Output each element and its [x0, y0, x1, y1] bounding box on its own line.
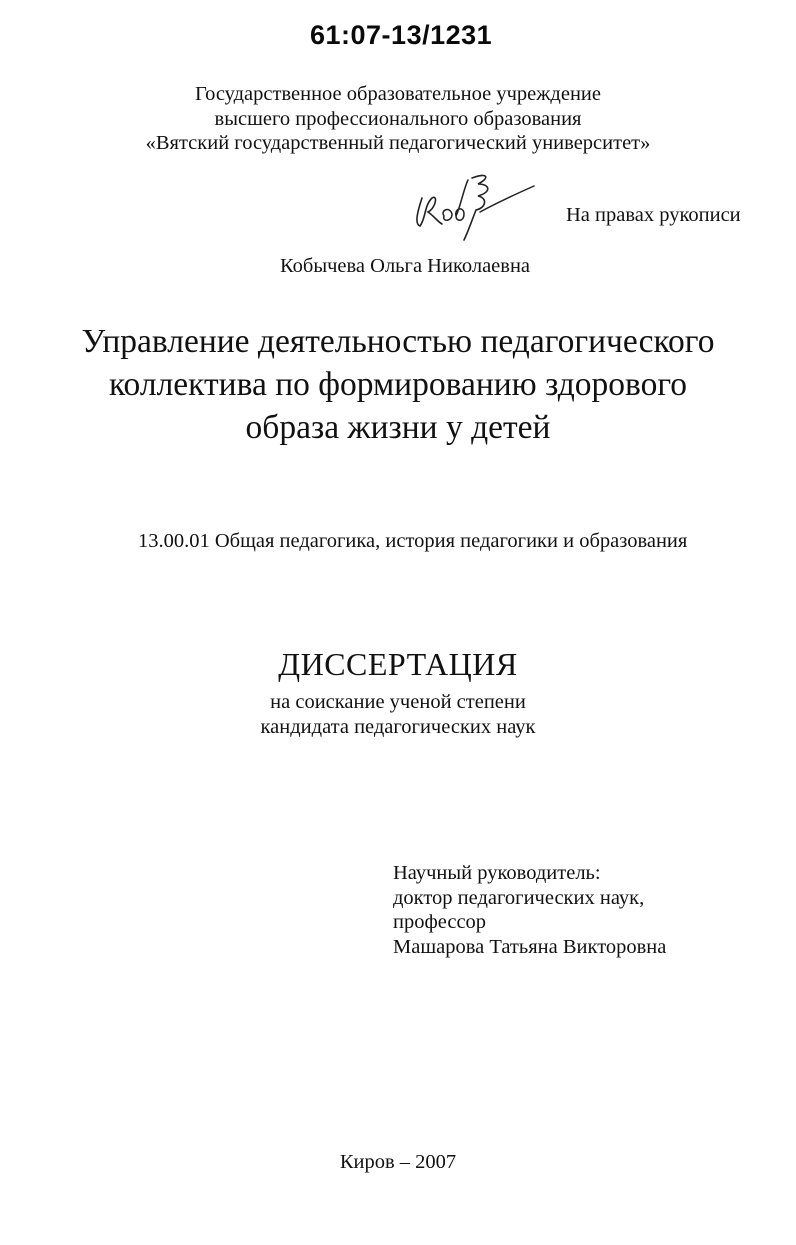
- manuscript-rights-note: На правах рукописи: [566, 204, 741, 226]
- degree-line-2: кандидата педагогических наук: [260, 715, 536, 738]
- institution-block: [0, 82, 796, 156]
- author-name: Кобычева Ольга Николаевна: [280, 255, 531, 277]
- dissertation-title: [0, 320, 796, 449]
- institution-line-1: Государственное образовательное учреждение: [195, 83, 601, 105]
- title-line-2: коллектива по формированию здорового: [108, 366, 687, 403]
- title-line-3: образа жизни у детей: [245, 409, 551, 446]
- institution-line-2: высшего профессионального образования: [214, 107, 582, 130]
- supervisor-degree: доктор педагогических наук,: [393, 886, 645, 909]
- title-line-1: Управление деятельностью педагогического: [81, 323, 715, 360]
- institution-line-3: «Вятский государственный педагогический университет»: [145, 132, 651, 154]
- handwritten-signature-icon: [408, 168, 538, 248]
- supervisor-name: Машарова Татьяна Викторовна: [393, 935, 667, 958]
- supervisor-block: [393, 861, 666, 959]
- supervisor-label: Научный руководитель:: [393, 862, 601, 884]
- specialty-code: 13.00.01 Общая педагогика, история педагогики и образования: [138, 530, 688, 552]
- shelfmark-number: 61:07-13/1231: [310, 20, 493, 50]
- degree-statement: [0, 690, 796, 739]
- place-and-year: Киров – 2007: [339, 1151, 457, 1173]
- degree-line-1: на соискание ученой степени: [270, 691, 526, 713]
- supervisor-rank: профессор: [393, 911, 487, 933]
- document-type-heading: ДИССЕРТАЦИЯ: [278, 646, 518, 682]
